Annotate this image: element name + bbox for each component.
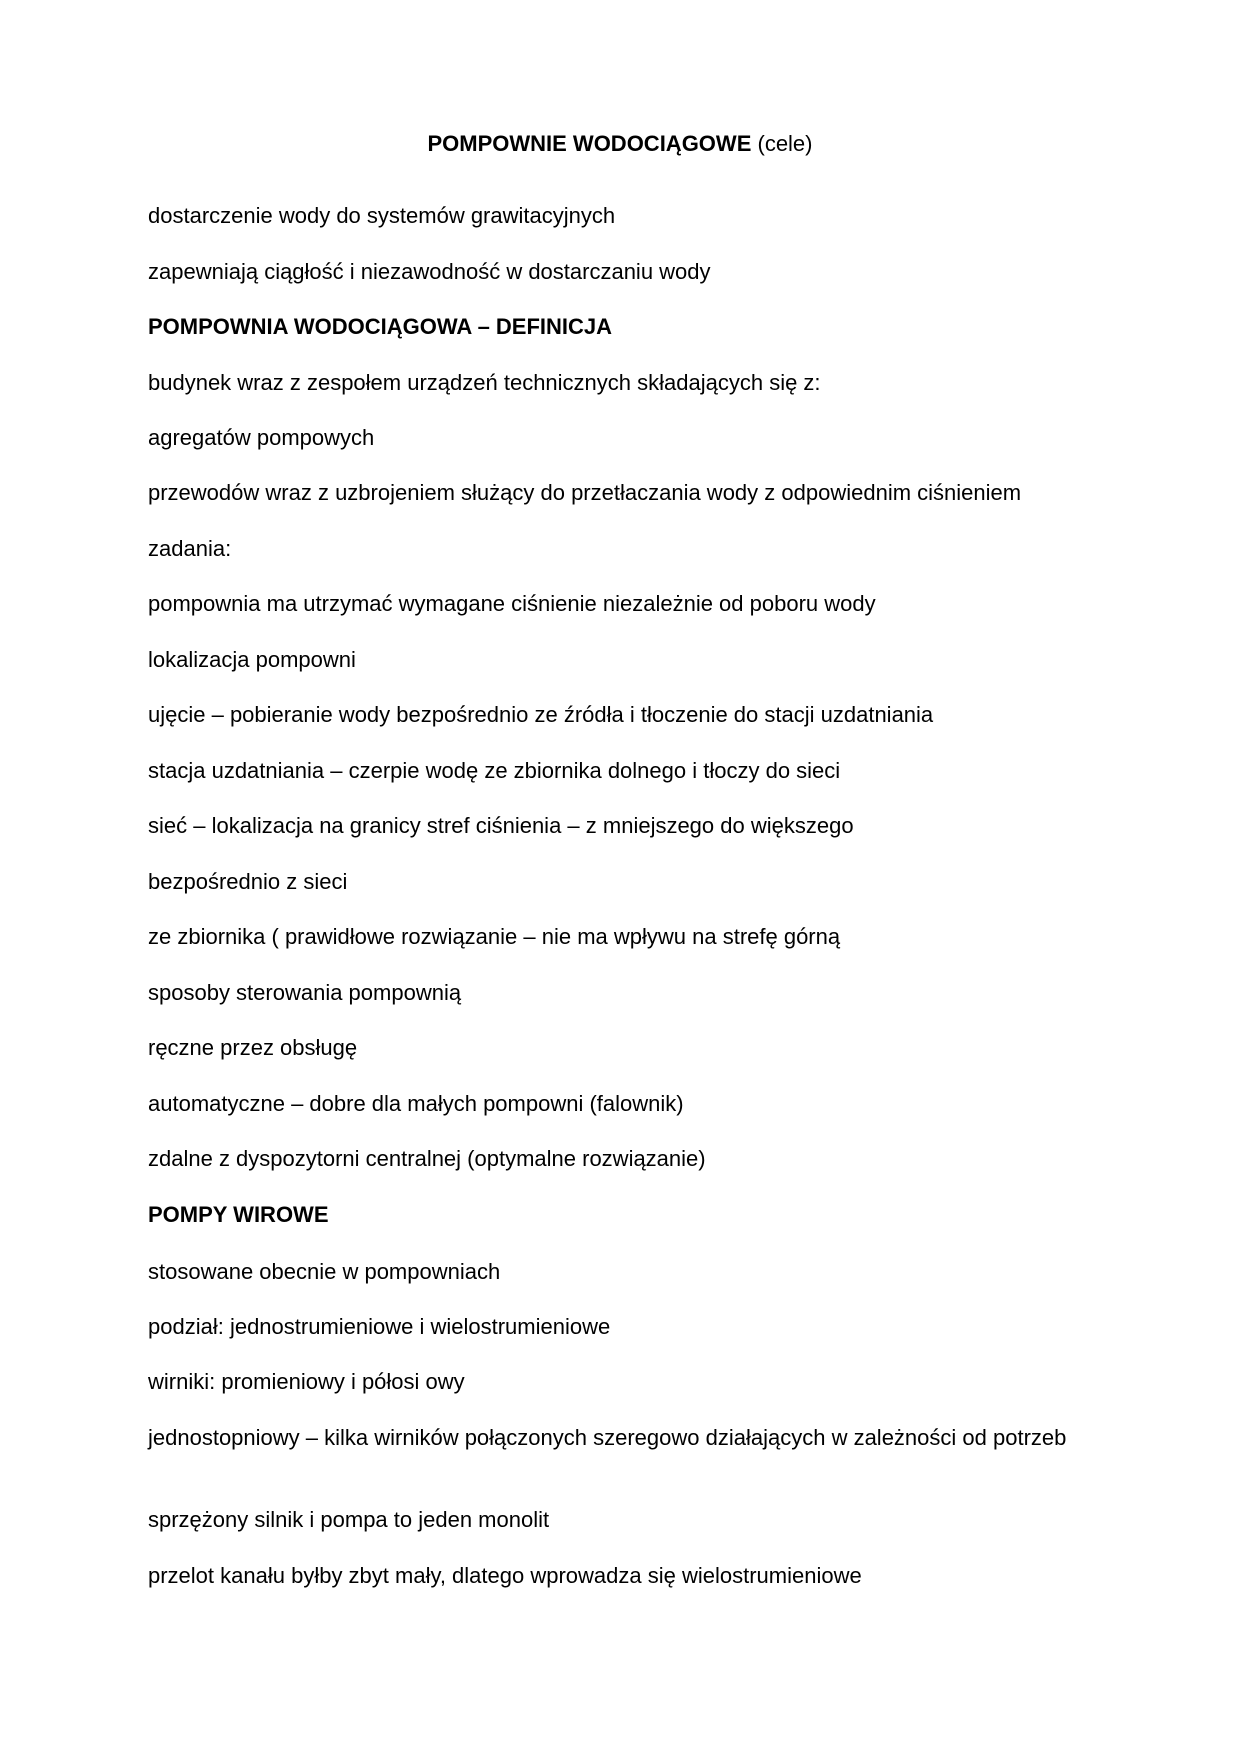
text-line: ze zbiornika ( prawidłowe rozwiązanie – nie ma wpływu na strefę górną xyxy=(148,924,841,949)
document-title-bold: POMPOWNIE WODOCIĄGOWE xyxy=(427,131,752,156)
text-line: dostarczenie wody do systemów grawitacyjnych xyxy=(148,203,616,228)
text-line-wrapped: jednostopniowy – kilka wirników połączonych szeregowo działających w zależności od potrzeb xyxy=(148,1425,1067,1450)
text-line: sposoby sterowania pompownią xyxy=(148,980,462,1005)
document-title-suffix: (cele) xyxy=(751,131,813,156)
text-line: wirniki: promieniowy i półosi owy xyxy=(148,1369,465,1394)
text-line: sprzężony silnik i pompa to jeden monolit xyxy=(148,1507,550,1532)
section-heading-pompy-wirowe: POMPY WIROWE xyxy=(148,1202,329,1227)
section-heading-definition: POMPOWNIA WODOCIĄGOWA – DEFINICJA xyxy=(148,314,613,339)
text-line: zdalne z dyspozytorni centralnej (optymalne rozwiązanie) xyxy=(148,1146,706,1171)
text-line: stacja uzdatniania – czerpie wodę ze zbiornika dolnego i tłoczy do sieci xyxy=(148,758,841,783)
text-line: budynek wraz z zespołem urządzeń technicznych składających się z: xyxy=(148,370,821,395)
text-line: ujęcie – pobieranie wody bezpośrednio ze źródła i tłoczenie do stacji uzdatniania xyxy=(148,702,934,727)
text-line: przewodów wraz z uzbrojeniem służący do przetłaczania wody z odpowiednim ciśnieniem xyxy=(148,480,1022,505)
text-line: zadania: xyxy=(148,536,232,561)
text-line: pompownia ma utrzymać wymagane ciśnienie niezależnie od poboru wody xyxy=(148,591,876,616)
text-line: stosowane obecnie w pompowniach xyxy=(148,1259,501,1284)
document-title xyxy=(0,131,1240,157)
text-line: bezpośrednio z sieci xyxy=(148,869,348,894)
text-line: ręczne przez obsługę xyxy=(148,1035,358,1060)
text-line: zapewniają ciągłość i niezawodność w dostarczaniu wody xyxy=(148,259,711,284)
text-line: przelot kanału byłby zbyt mały, dlatego wprowadza się wielostrumieniowe xyxy=(148,1563,862,1588)
text-line: sieć – lokalizacja na granicy stref ciśnienia – z mniejszego do większego xyxy=(148,813,854,838)
text-line: lokalizacja pompowni xyxy=(148,647,356,672)
text-line: podział: jednostrumieniowe i wielostrumieniowe xyxy=(148,1314,611,1339)
text-line: agregatów pompowych xyxy=(148,425,375,450)
text-line: automatyczne – dobre dla małych pompowni (falownik) xyxy=(148,1091,684,1116)
